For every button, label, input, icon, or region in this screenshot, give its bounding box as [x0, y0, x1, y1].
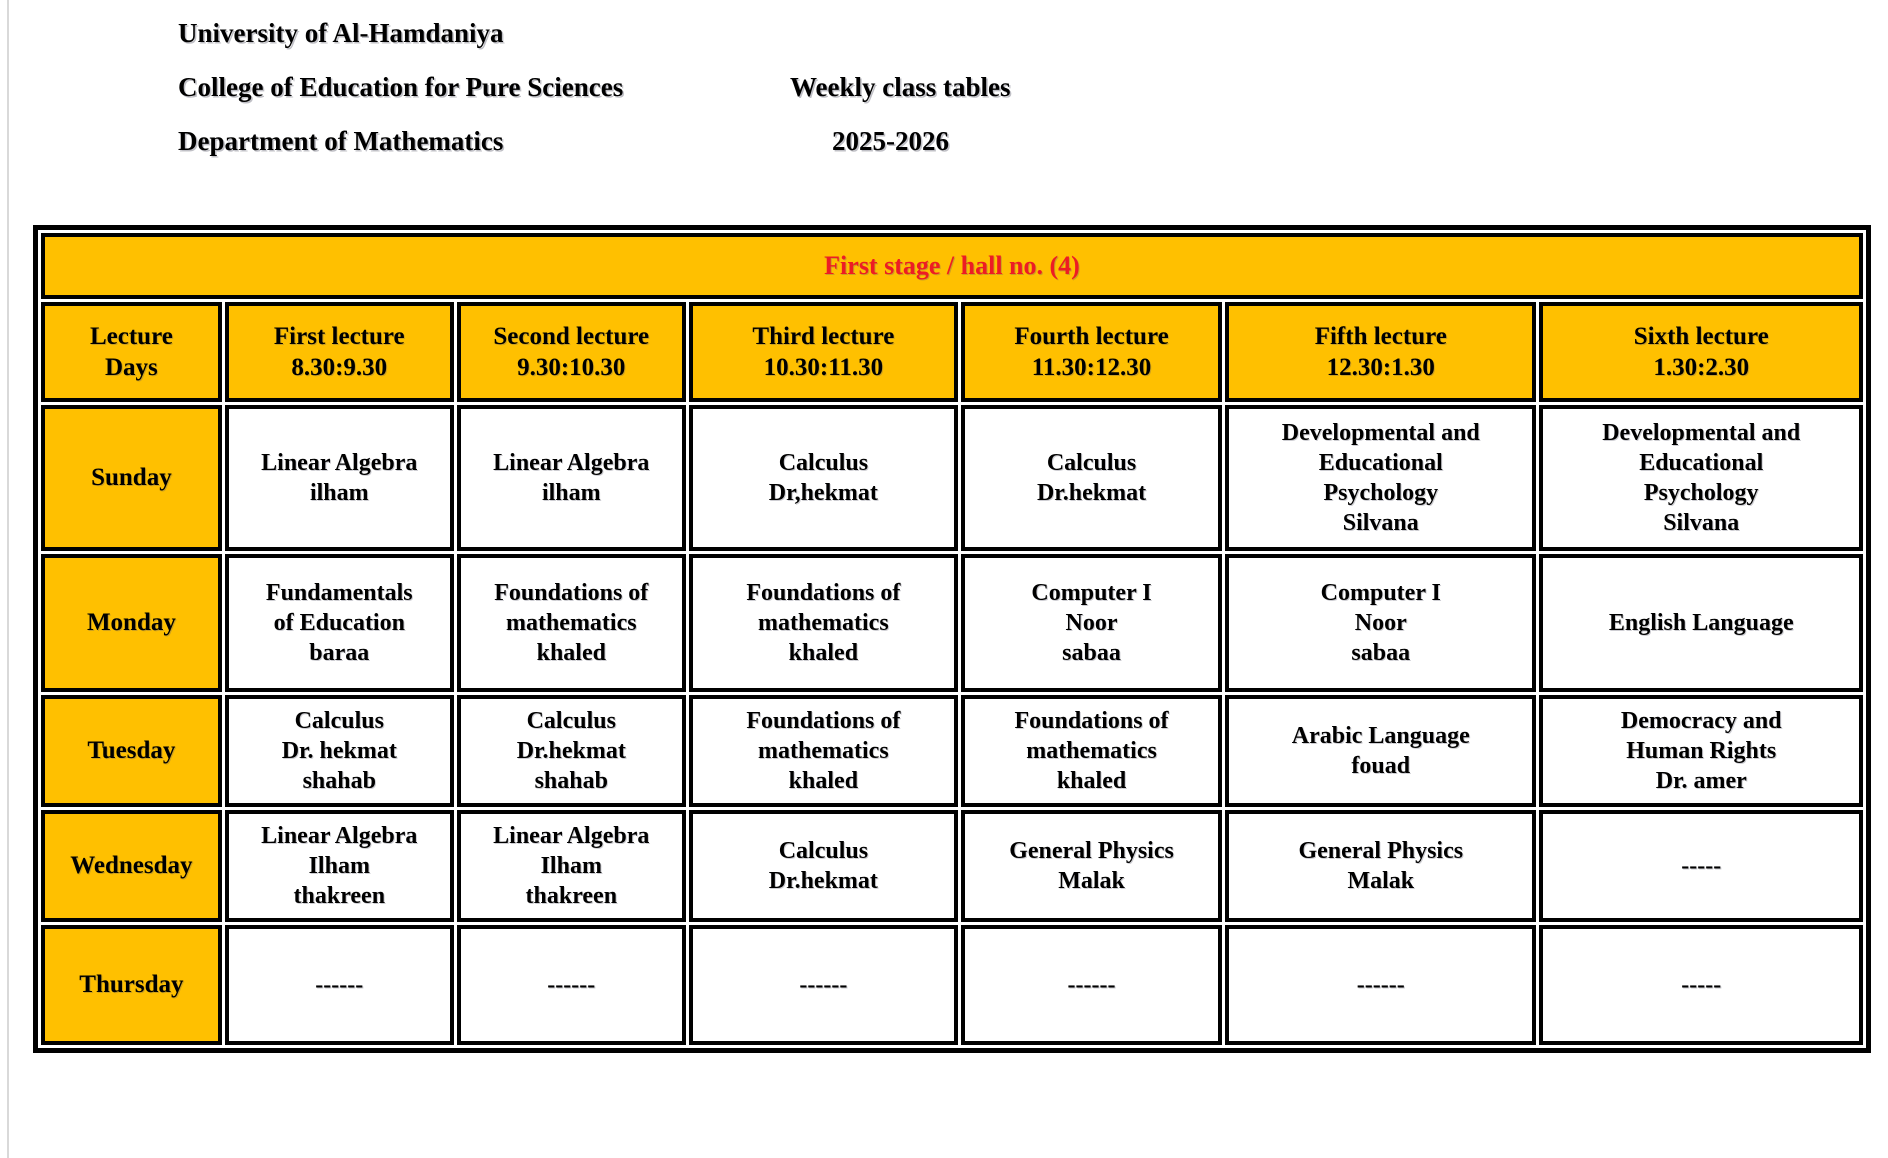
class-cell: General Physics Malak [961, 810, 1222, 922]
university-name: University of Al-Hamdaniya [178, 18, 504, 48]
class-cell: Calculus Dr,hekmat [689, 405, 958, 551]
column-header-line1: Fifth lecture [1314, 322, 1447, 350]
class-cell: ------ [1225, 925, 1536, 1045]
column-header-line2: 1.30:2.30 [1653, 354, 1750, 381]
column-header-lecture-5 [1225, 302, 1536, 402]
class-cell: Developmental and Educational Psychology Silvana [1539, 405, 1863, 551]
class-cell: ------ [689, 925, 958, 1045]
class-cell: Foundations of mathematics khaled [689, 695, 958, 807]
class-cell: ------ [961, 925, 1222, 1045]
day-cell: Sunday [41, 405, 222, 551]
table-row [41, 925, 1863, 1045]
class-cell: Linear Algebra ilham [225, 405, 454, 551]
column-header-row [41, 302, 1863, 402]
day-cell: Tuesday [41, 695, 222, 807]
timetable-body [41, 405, 1863, 1045]
class-cell: Fundamentals of Education baraa [225, 554, 454, 692]
column-header-lecture-3 [689, 302, 958, 402]
class-cell: Calculus Dr. hekmat shahab [225, 695, 454, 807]
table-row [41, 695, 1863, 807]
class-cell: Linear Algebra Ilham thakreen [457, 810, 686, 922]
header-row-university [178, 18, 1888, 49]
column-header-lecture-4 [961, 302, 1222, 402]
stage-title-row [41, 233, 1863, 299]
class-cell: Computer I Noor sabaa [961, 554, 1222, 692]
weekly-tables-title: Weekly class tables [790, 72, 1011, 102]
academic-year: 2025-2026 [832, 126, 949, 156]
class-cell: Arabic Language fouad [1225, 695, 1536, 807]
class-cell: Calculus Dr.hekmat shahab [457, 695, 686, 807]
class-cell: Foundations of mathematics khaled [961, 695, 1222, 807]
column-header-lecture-6 [1539, 302, 1863, 402]
column-header-line1: Third lecture [752, 322, 895, 350]
header-row-college [178, 72, 1888, 103]
class-cell: Calculus Dr.hekmat [961, 405, 1222, 551]
class-cell: ------ [225, 925, 454, 1045]
header-row-department [178, 126, 1888, 157]
table-row [41, 405, 1863, 551]
column-header-days [41, 302, 222, 402]
class-cell: Foundations of mathematics khaled [689, 554, 958, 692]
class-cell: English Language [1539, 554, 1863, 692]
class-cell: Democracy and Human Rights Dr. amer [1539, 695, 1863, 807]
class-cell: General Physics Malak [1225, 810, 1536, 922]
stage-hall-title: First stage / hall no. (4) [41, 233, 1863, 299]
day-cell: Thursday [41, 925, 222, 1045]
column-header-line1: First lecture [273, 322, 405, 350]
column-header-line1: Lecture [89, 322, 173, 350]
table-row [41, 810, 1863, 922]
class-cell: Developmental and Educational Psychology Silvana [1225, 405, 1536, 551]
table-row [41, 554, 1863, 692]
college-name: College of Education for Pure Sciences [178, 72, 624, 102]
column-header-line1: Second lecture [493, 322, 650, 350]
class-cell: Computer I Noor sabaa [1225, 554, 1536, 692]
column-header-line2: 12.30:1.30 [1326, 354, 1435, 381]
class-cell: ----- [1539, 810, 1863, 922]
column-header-lecture-2 [457, 302, 686, 402]
class-cell: Foundations of mathematics khaled [457, 554, 686, 692]
class-cell: ----- [1539, 925, 1863, 1045]
day-cell: Monday [41, 554, 222, 692]
column-header-line2: 10.30:11.30 [763, 354, 884, 381]
day-cell: Wednesday [41, 810, 222, 922]
column-header-lecture-1 [225, 302, 454, 402]
class-cell: ------ [457, 925, 686, 1045]
column-header-line1: Sixth lecture [1633, 322, 1769, 350]
column-header-line2: 11.30:12.30 [1031, 354, 1152, 381]
page-edge-line [7, 0, 9, 1158]
class-cell: Linear Algebra ilham [457, 405, 686, 551]
class-cell: Calculus Dr.hekmat [689, 810, 958, 922]
class-cell: Linear Algebra Ilham thakreen [225, 810, 454, 922]
department-name: Department of Mathematics [178, 126, 504, 156]
document-header [0, 0, 1888, 157]
column-header-line2: 8.30:9.30 [291, 354, 388, 381]
column-header-line2: 9.30:10.30 [517, 354, 626, 381]
column-header-line2: Days [104, 354, 158, 381]
column-header-line1: Fourth lecture [1014, 322, 1169, 350]
weekly-timetable [33, 225, 1871, 1053]
